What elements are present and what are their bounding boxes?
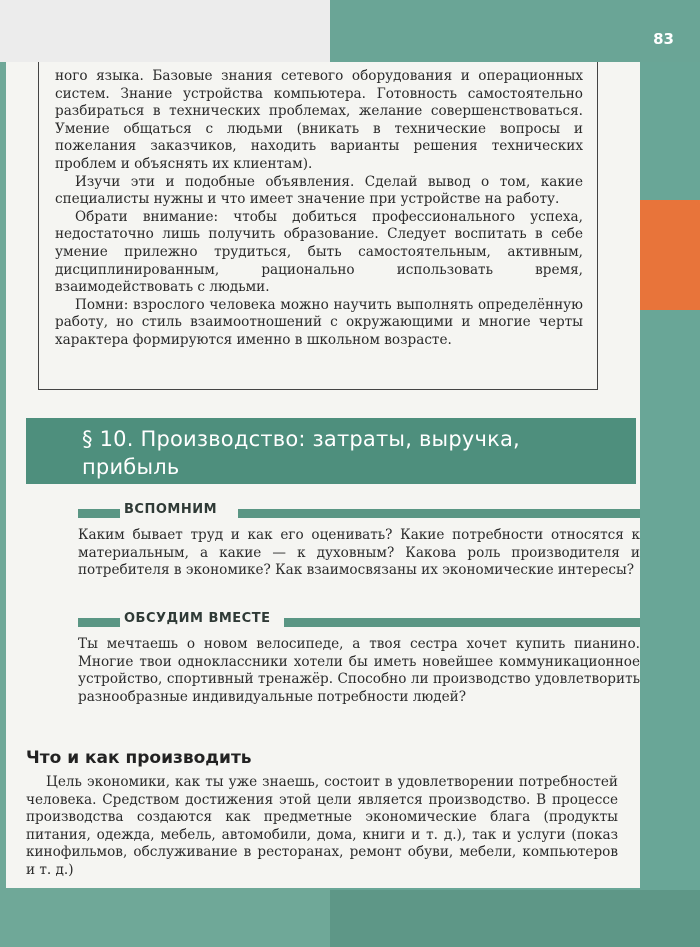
recall-bar-left bbox=[78, 509, 120, 518]
discuss-text: Ты мечтаешь о новом велосипеде, а твоя сестра хочет купить пианино. Многие твои одноклассники хотели бы иметь новейшее коммуникационное устройство, спортивный тренажёр. Способно ли производство удовлетворить разнообразные индивидуальные потребности людей? bbox=[78, 636, 640, 705]
page-edge-teal-top bbox=[330, 0, 700, 62]
subsection-text: Цель экономики, как ты уже знаешь, состоит в удовлетворении потребностей человека. Средством достижения этой цели является производство. В процессе производства создаются как предметные экономические блага (продукты питания, одежда, мебель, автомобили, дома, книги и т. д.), так и услуги (показ кинофильмов, обслуживание в ресторанах, ремонт обуви, мебели, компьютеров и т. д.) bbox=[26, 774, 618, 878]
discuss-label: ОБСУДИМ ВМЕСТЕ bbox=[124, 611, 271, 626]
page-number: 83 bbox=[653, 30, 674, 48]
recall-bar-right bbox=[238, 509, 640, 518]
discuss-bar-right bbox=[284, 618, 640, 627]
framed-paragraph-4: Помни: взрослого человека можно научить выполнять определённую работу, но стиль взаимоотношений с окружающими и многие черты характера формируются именно в школьном возрасте. bbox=[55, 296, 583, 348]
recall-header bbox=[78, 502, 640, 524]
framed-paragraph-3: Обрати внимание: чтобы добиться профессионального успеха, недостаточно лишь получить образование. Следует воспитать в себе умение прилежно трудиться, быть самостоятельным, активным, дисциплинированным, рационально использовать время, взаимодействовать с людьми. bbox=[55, 208, 583, 296]
page-edge-bottom bbox=[330, 890, 700, 947]
discuss-header bbox=[78, 611, 640, 633]
framed-text-box bbox=[38, 62, 598, 390]
framed-paragraph-2: Изучи эти и подобные объявления. Сделай вывод о том, какие специалисты нужны и что имеет значение при устройстве на работу. bbox=[55, 173, 583, 208]
section-title-line-1: § 10. Производство: затраты, выручка, bbox=[82, 427, 520, 451]
section-title-line-2: прибыль bbox=[82, 455, 180, 479]
recall-label: ВСПОМНИМ bbox=[124, 502, 218, 517]
chapter-tab-marker bbox=[640, 200, 700, 310]
subsection-heading: Что и как производить bbox=[26, 748, 252, 768]
discuss-bar-left bbox=[78, 618, 120, 627]
recall-text: Каким бывает труд и как его оценивать? Какие потребности относятся к материальным, а какие — к духовным? Какова роль производителя и потребителя в экономике? Как взаимосвязаны их экономические интересы? bbox=[78, 527, 640, 579]
section-title-band bbox=[26, 418, 636, 484]
framed-paragraph-1: ного языка. Базовые знания сетевого оборудования и операционных систем. Знание устройства компьютера. Готовность самостоятельно разбираться в технических проблемах, желание совершенствоваться. Умение общаться с людьми (вникать в технические вопросы и пожелания заказчиков, находить варианты решения технических проблем и объяснять их клиентам). bbox=[55, 68, 583, 172]
